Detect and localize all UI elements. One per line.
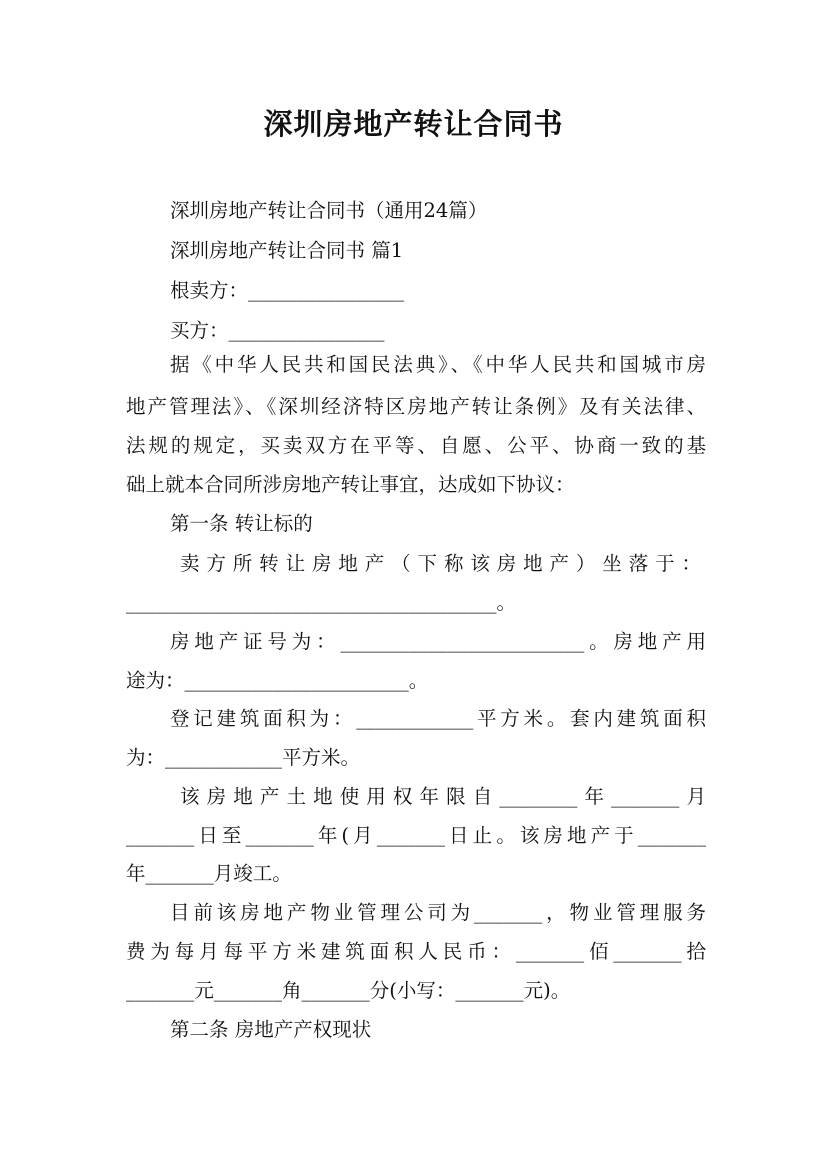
document-title: 深圳房地产转让合同书 [263,107,564,141]
paragraph-line: 途为：_______________________。 [126,669,429,692]
buyer-line: 买方：________________ [170,319,385,342]
section-heading: 深圳房地产转让合同书 篇1 [170,239,404,262]
article-heading: 第一条 转让标的 [170,512,313,535]
paragraph-line: 地产管理法》、《深圳经济特区房地产转让条例》及有关法律、 [126,395,706,418]
paragraph-line: 年_______月竣工。 [126,862,292,885]
paragraph-line: 据《中华人民共和国民法典》、《中华人民共和国城市房 [170,353,706,376]
paragraph-line: 础上就本合同所涉房地产转让事宜，达成如下协议： [126,473,575,496]
paragraph-line: 法规的规定，买卖双方在平等、自愿、公平、协商一致的基 [126,434,706,457]
paragraph-line: 为：____________平方米。 [126,746,361,769]
blank-line: ______________________________________。 [126,591,516,614]
paragraph-line: 卖方所转让房地产（下称该房地产）坐落于： [180,552,706,575]
paragraph-line: _______日至_______年(月_______日止。该房地产于_______ [126,824,706,847]
paragraph-line: _______元_______角_______分(小写：_______元)。 [126,979,571,1002]
seller-line: 根卖方：________________ [170,279,405,302]
article-heading: 第二条 房地产产权现状 [170,1018,372,1041]
subtitle-line: 深圳房地产转让合同书（通用24篇） [170,199,488,222]
paragraph-line: 登记建筑面积为：____________平方米。套内建筑面积 [170,707,706,730]
paragraph-line: 该房地产土地使用权年限自________年_______月 [180,785,706,808]
paragraph-line: 房地产证号为：_________________________。房地产用 [170,630,706,653]
paragraph-line: 目前该房地产物业管理公司为_______，物业管理服务 [170,901,706,924]
paragraph-line: 费为每月每平方米建筑面积人民币：_______佰_______拾 [126,940,706,963]
